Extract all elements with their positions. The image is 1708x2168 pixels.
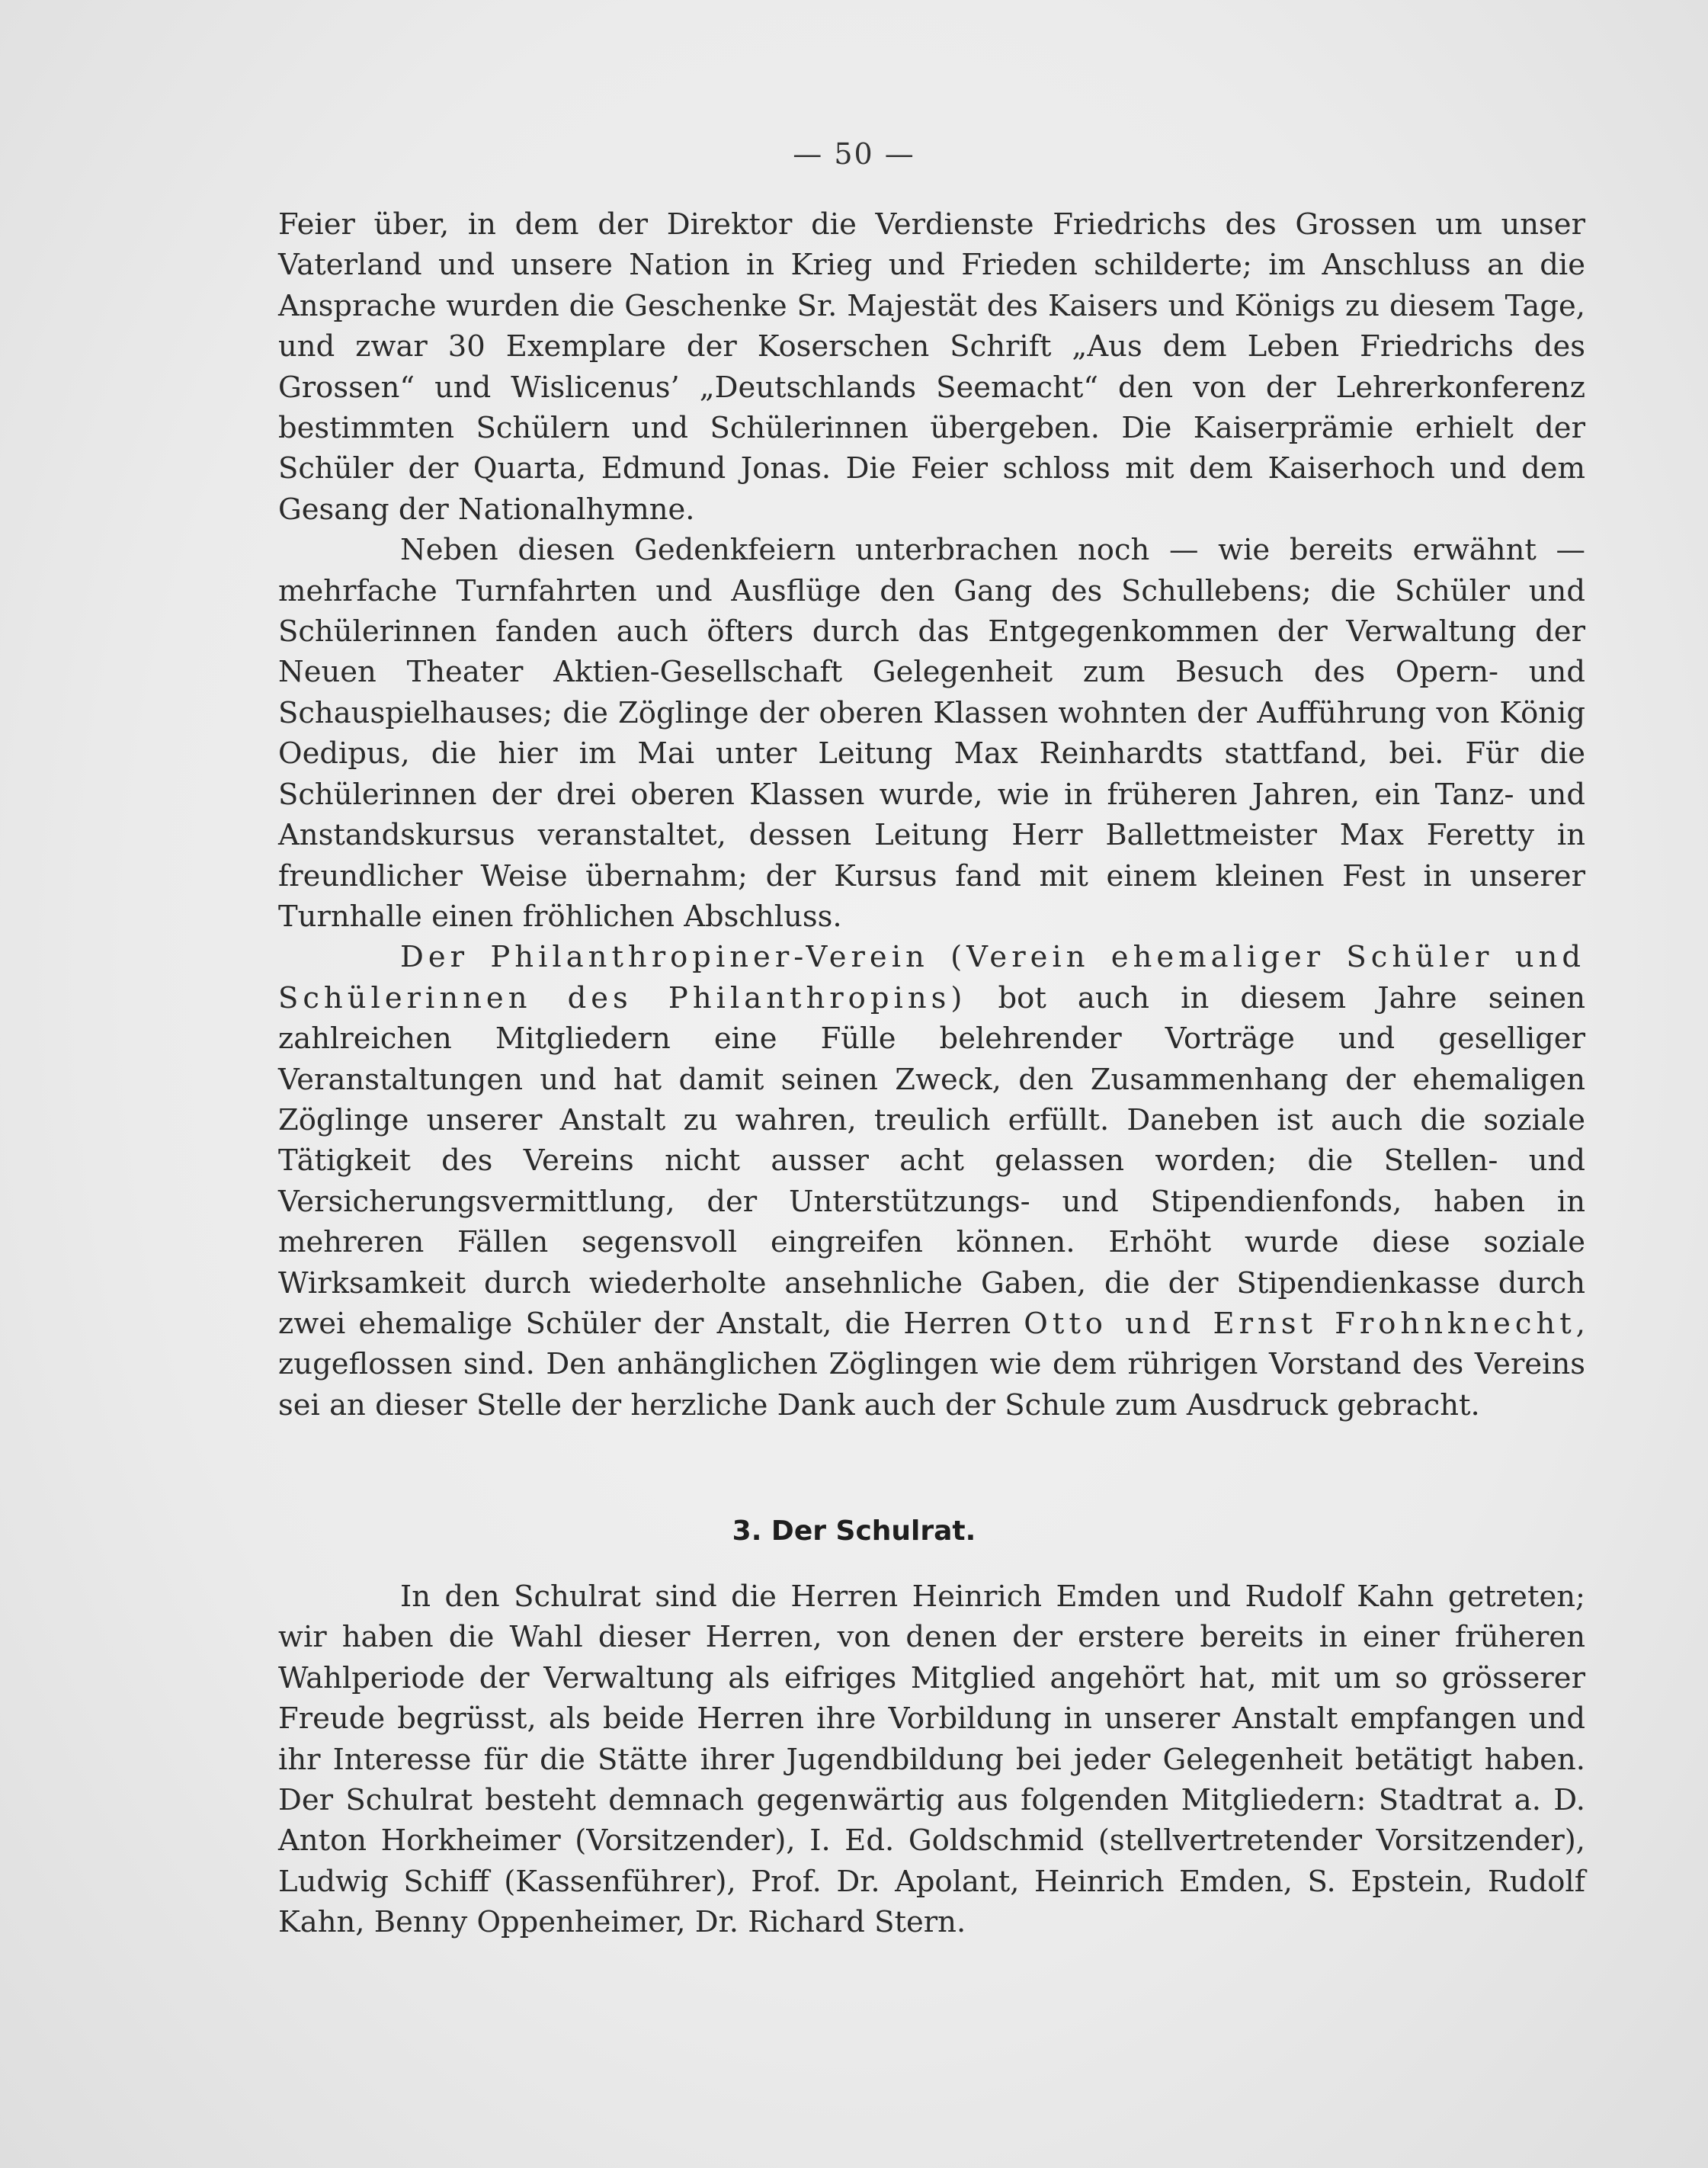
paragraph-schulrat: In den Schulrat sind die Herren Heinrich Emden und Rudolf Kahn getreten; wir haben die Wahl dieser Herren, von denen der erstere bereits in einer früheren Wahlperiode der Verwaltung als eifriges Mitglied angehört hat, mit um so grösserer Freude begrüsst, als beide Herren ihre Vorbildung in unserer Anstalt empfangen und ihr Interesse für die Stätte ihrer Jugendbildung bei jeder Gelegenheit betätigt haben. Der Schulrat besteht demnach gegenwärtig aus folgenden Mitgliedern: Stadtrat a. D. Anton Horkheimer (Vorsitzender), I. Ed. Goldschmid (stellvertretender Vorsitzender), Ludwig Schiff (Kassenführer), Prof. Dr. Apolant, Heinrich Emden, S. Epstein, Rudolf Kahn, Benny Oppenheimer, Dr. Richard Stern. <box>278 1579 1585 1940</box>
paragraph-gedenkfeiern: Neben diesen Gedenkfeiern unterbrachen noch — wie bereits erwähnt — mehrfache Turnfahrten und Ausflüge den Gang des Schullebens; die Schüler und Schülerinnen fanden auch öfters durch das Entgegenkommen der Verwaltung der Neuen Theater Aktien-Gesellschaft Gelegenheit zum Besuch des Opern- und Schauspielhauses; die Zöglinge der oberen Klassen wohnten der Aufführung von König Oedipus, die hier im Mai unter Leitung Max Reinhardts stattfand, bei. Für die Schülerinnen der drei oberen Klassen wurde, wie in früheren Jahren, ein Tanz- und Anstandskursus veranstaltet, dessen Leitung Herr Ballettmeister Max Feretty in freundlicher Weise übernahm; der Kursus fand mit einem kleinen Fest in unserer Turnhalle einen fröhlichen Abschluss. <box>278 533 1585 934</box>
paragraph-text-end: , zugeflossen sind. Den anhänglichen Zöglingen wie dem rührigen Vorstand des Vereins sei an dieser Stelle der herzliche Dank auch der Schule zum Ausdruck gebracht. <box>278 1306 1585 1422</box>
spaced-donor-names: Otto und Ernst Frohnknecht <box>1024 1306 1576 1341</box>
section-heading: 3. Der Schulrat. <box>732 1515 976 1547</box>
paragraph-philanthropiner-verein <box>278 937 1585 1426</box>
body-text <box>278 204 1585 1426</box>
paragraph-feier: Feier über, in dem der Direktor die Verdienste Friedrichs des Grossen um unser Vaterland und unsere Nation in Krieg und Frieden schilderte; im Anschluss an die Ansprache wurden die Geschenke Sr. Majestät des Kaisers und Königs zu diesem Tage, und zwar 30 Exemplare der Koserschen Schrift „Aus dem Leben Friedrichs des Grossen“ und Wislicenus’ „Deutschlands Seemacht“ den von der Lehrerkonferenz bestimmten Schülern und Schülerinnen übergeben. Die Kaiserprämie erhielt der Schüler der Quarta, Edmund Jonas. Die Feier schloss mit dem Kaiserhoch und dem Gesang der Nationalhymne. <box>278 207 1585 527</box>
section-text <box>278 1576 1585 1943</box>
paragraph-text: bot auch in diesem Jahre seinen zahlreichen Mitgliedern eine Fülle belehrender Vorträge und geselliger Veranstaltungen und hat damit seinen Zweck, den Zusammenhang der ehemaligen Zöglinge unserer Anstalt zu wahren, treulich erfüllt. Daneben ist auch die soziale Tätigkeit des Vereins nicht ausser acht gelassen worden; die Stellen- und Versicherungsvermittlung, der Unterstützungs- und Stipendienfonds, haben in mehreren Fällen segensvoll eingreifen können. Erhöht wurde diese soziale Wirksamkeit durch wiederholte ansehnliche Gaben, die der Stipendienkasse durch zwei ehemalige Schüler der Anstalt, die Herren <box>278 980 1585 1341</box>
page-number: — 50 — <box>793 137 915 171</box>
spaced-verein-name: Der Philanthropiner-Verein (Verein ehemaliger Schüler und Schülerinnen des Philanthropins) <box>278 940 1585 1015</box>
